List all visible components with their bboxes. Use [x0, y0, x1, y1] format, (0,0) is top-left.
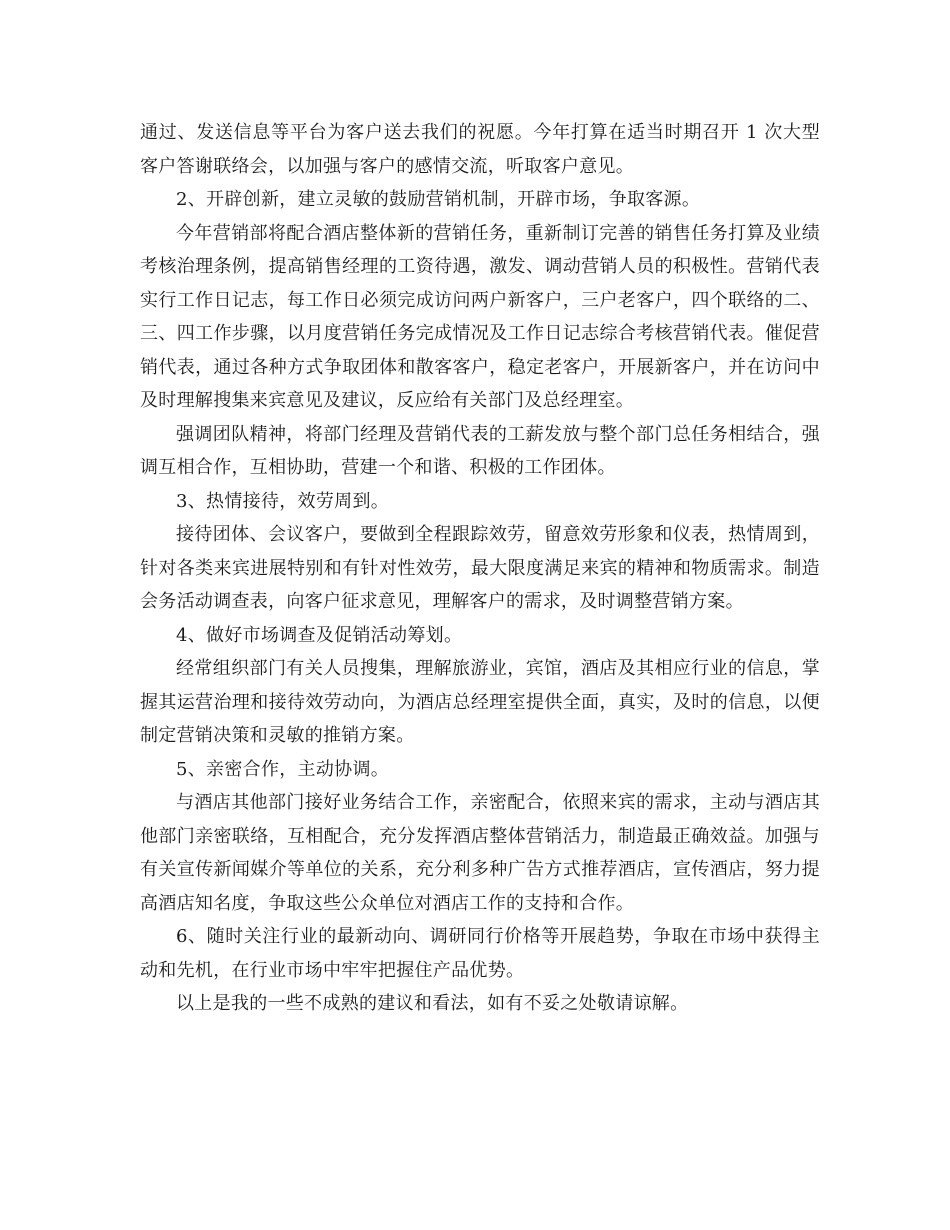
paragraph-continuation: 通过、发送信息等平台为客户送去我们的祝愿。今年打算在适当时期召开 1 次大型客户答谢联络会，以加强与客户的感情交流，听取客户意见。 [140, 122, 820, 177]
paragraph-item-6: 6、随时关注行业的最新动向、调研同行价格等开展趋势，争取在市场中获得主动和先机，在行业市场中牢牢把握住产品优势。 [140, 926, 820, 981]
paragraph-sales-plan: 今年营销部将配合酒店整体新的营销任务，重新制订完善的销售任务打算及业绩考核治理条例，提高销售经理的工资待遇，激发、调动营销人员的积极性。营销代表实行工作日记志，每工作日必须完成访问两户新客户，三户老客户，四个联络的二、三、四工作步骤，以月度营销任务完成情况及工作日记志综合考核营销代表。催促营销代表，通过各种方式争取团体和散客客户，稳定老客户，开展新客户，并在访问中及时理解搜集来宾意见及建议，反应给有关部门及总经理室。 [140, 222, 820, 411]
paragraph-item-2-heading: 2、开辟创新，建立灵敏的鼓励营销机制，开辟市场，争取客源。 [176, 189, 701, 210]
paragraph-closing: 以上是我的一些不成熟的建议和看法，如有不妥之处敬请谅解。 [176, 993, 689, 1014]
document-body [140, 116, 820, 1021]
paragraph-market-research: 经常组织部门有关人员搜集，理解旅游业，宾馆，酒店及其相应行业的信息，掌握其运营治理和接待效劳动向，为酒店总经理室提供全面，真实，及时的信息，以便制定营销决策和灵敏的推销方案。 [140, 658, 820, 746]
paragraph-item-4-heading: 4、做好市场调查及促销活动筹划。 [176, 624, 463, 646]
paragraph-team-spirit: 强调团队精神，将部门经理及营销代表的工薪发放与整个部门总任务相结合，强调互相合作，互相协助，营建一个和谐、积极的工作团体。 [140, 423, 820, 478]
paragraph-cooperation: 与酒店其他部门接好业务结合工作，亲密配合，依照来宾的需求，主动与酒店其他部门亲密联络，互相配合，充分发挥酒店整体营销活力，制造最正确效益。加强与有关宣传新闻媒介等单位的关系，充分利多种广告方式推荐酒店，宣传酒店，努力提高酒店知名度，争取这些公众单位对酒店工作的支持和合作。 [140, 792, 820, 914]
paragraph-item-3-heading: 3、热情接待，效劳周到。 [176, 490, 390, 512]
paragraph-item-5-heading: 5、亲密合作，主动协调。 [176, 758, 390, 780]
paragraph-reception: 接待团体、会议客户，要做到全程跟踪效劳，留意效劳形象和仪表，热情周到，针对各类来宾进展特别和有针对性效劳，最大限度满足来宾的精神和物质需求。制造会务活动调查表，向客户征求意见，理解客户的需求，及时调整营销方案。 [140, 524, 820, 612]
